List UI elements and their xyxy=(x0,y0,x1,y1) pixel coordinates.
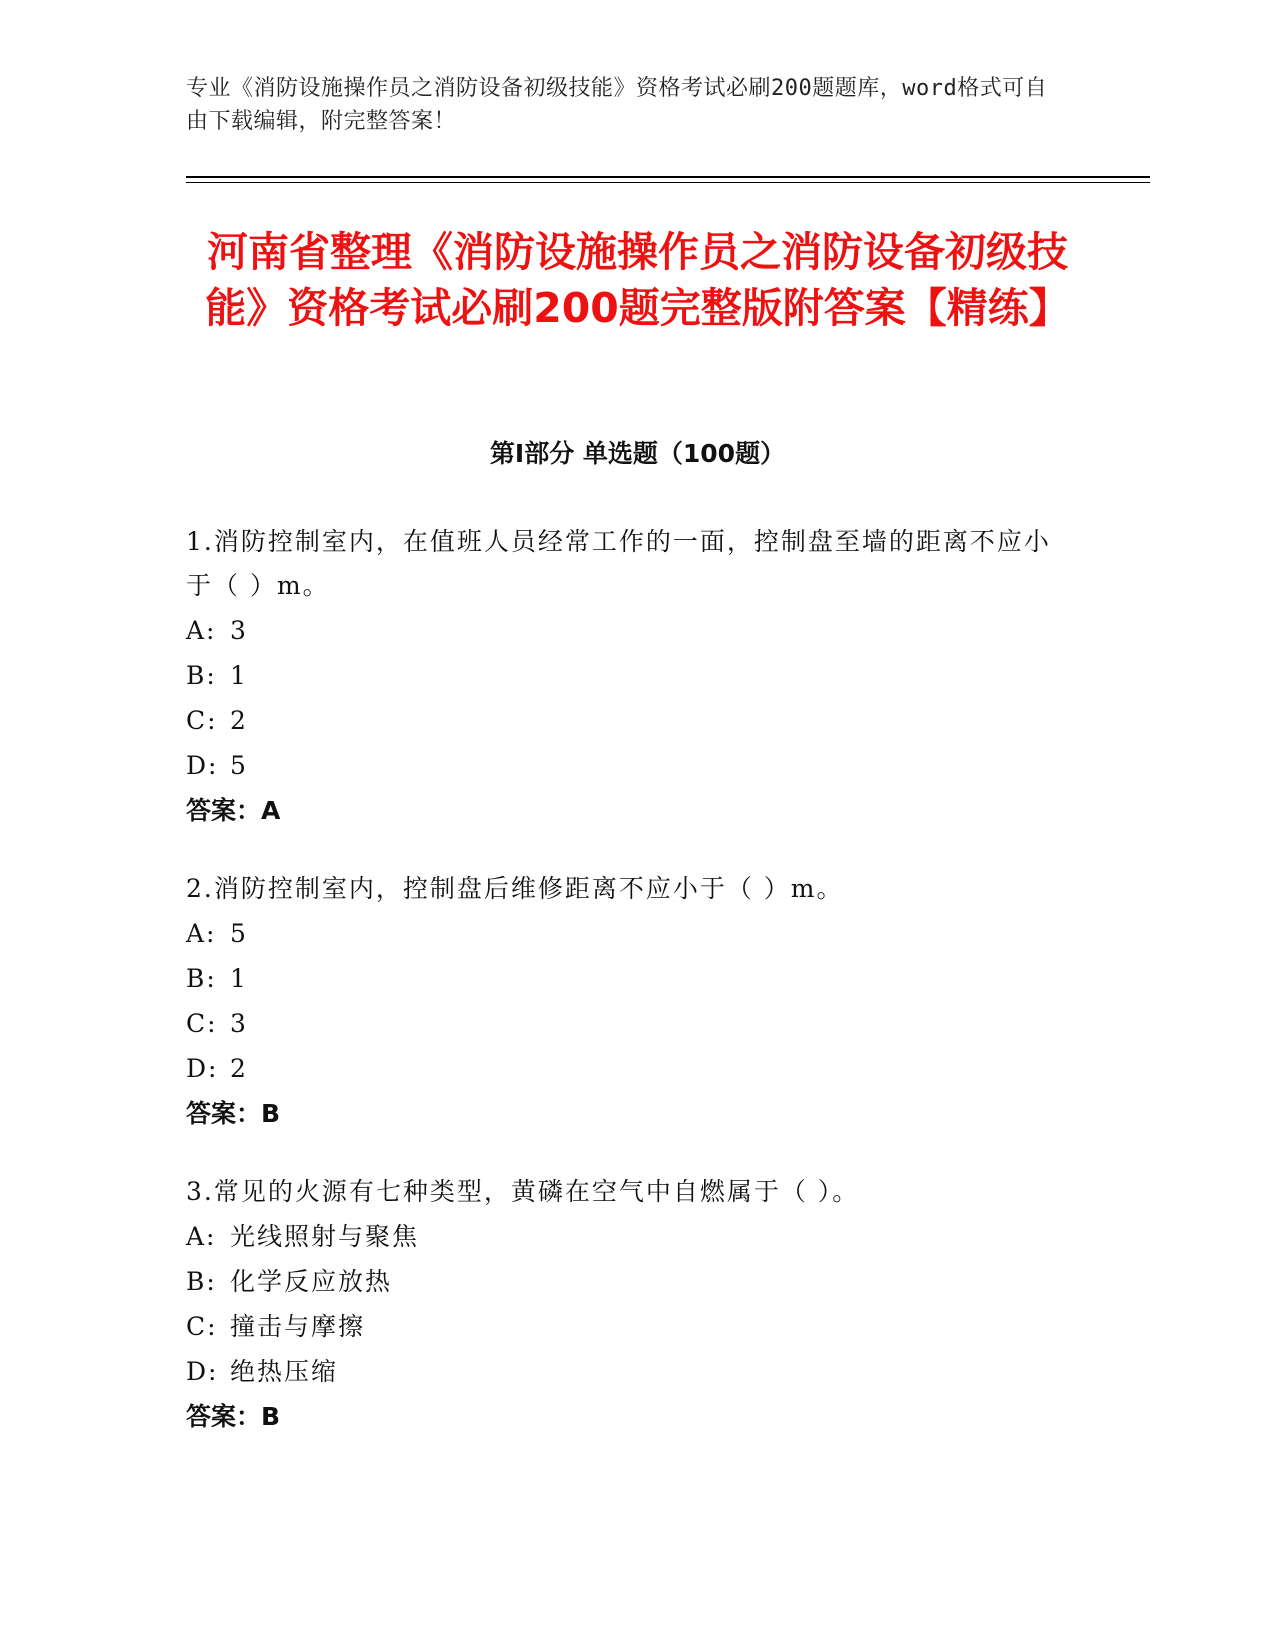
answer-label: 答案：B xyxy=(186,1099,281,1128)
option-b xyxy=(186,956,1066,1001)
option-key: D: xyxy=(186,751,219,780)
option-key: B: xyxy=(186,661,217,690)
option-c xyxy=(186,1304,1066,1349)
option-key: A: xyxy=(186,919,217,948)
option-key: C: xyxy=(186,706,218,735)
question-2 xyxy=(186,867,1066,1136)
option-b xyxy=(186,653,1066,698)
option-a xyxy=(186,608,1066,653)
option-key: A: xyxy=(186,1222,217,1251)
option-text: 3 xyxy=(230,1009,248,1038)
question-stem: 2.消防控制室内，控制盘后维修距离不应小于（ ）m。 xyxy=(186,874,844,903)
section-title: 第I部分 单选题（100题） xyxy=(489,439,786,468)
option-key: C: xyxy=(186,1009,218,1038)
option-c xyxy=(186,1001,1066,1046)
header-divider-thin xyxy=(186,182,1150,183)
option-d xyxy=(186,1349,1066,1394)
option-text: 5 xyxy=(230,919,248,948)
answer-label: 答案：B xyxy=(186,1402,281,1431)
option-text: 1 xyxy=(230,661,248,690)
option-c xyxy=(186,698,1066,743)
option-a xyxy=(186,911,1066,956)
option-key: B: xyxy=(186,1267,217,1296)
option-d xyxy=(186,743,1066,788)
question-1 xyxy=(186,520,1066,833)
option-b xyxy=(186,1259,1066,1304)
option-text: 2 xyxy=(230,1054,248,1083)
option-text: 撞击与摩擦 xyxy=(230,1312,366,1341)
option-key: D: xyxy=(186,1054,219,1083)
document-title: 河南省整理《消防设施操作员之消防设备初级技能》资格考试必刷200题完整版附答案【精练】 xyxy=(205,228,1070,332)
question-list xyxy=(186,520,1066,1473)
option-text: 化学反应放热 xyxy=(230,1267,393,1296)
option-d xyxy=(186,1046,1066,1091)
option-a xyxy=(186,1214,1066,1259)
header-note: 专业《消防设施操作员之消防设备初级技能》资格考试必刷200题题库，word格式可自由下载编辑，附完整答案！ xyxy=(186,76,1048,134)
option-key: D: xyxy=(186,1357,219,1386)
option-text: 2 xyxy=(230,706,248,735)
question-3 xyxy=(186,1170,1066,1439)
option-text: 5 xyxy=(230,751,248,780)
option-key: C: xyxy=(186,1312,218,1341)
option-text: 1 xyxy=(230,964,248,993)
header-divider-thick xyxy=(186,176,1150,178)
option-key: A: xyxy=(186,616,217,645)
question-stem: 1.消防控制室内，在值班人员经常工作的一面，控制盘至墙的距离不应小于（ ）m。 xyxy=(186,527,1051,600)
option-text: 光线照射与聚焦 xyxy=(230,1222,420,1251)
option-key: B: xyxy=(186,964,217,993)
option-text: 绝热压缩 xyxy=(230,1357,339,1386)
question-stem: 3.常见的火源有七种类型，黄磷在空气中自燃属于（ ）。 xyxy=(186,1177,860,1206)
answer-label: 答案：A xyxy=(186,796,281,825)
option-text: 3 xyxy=(230,616,248,645)
